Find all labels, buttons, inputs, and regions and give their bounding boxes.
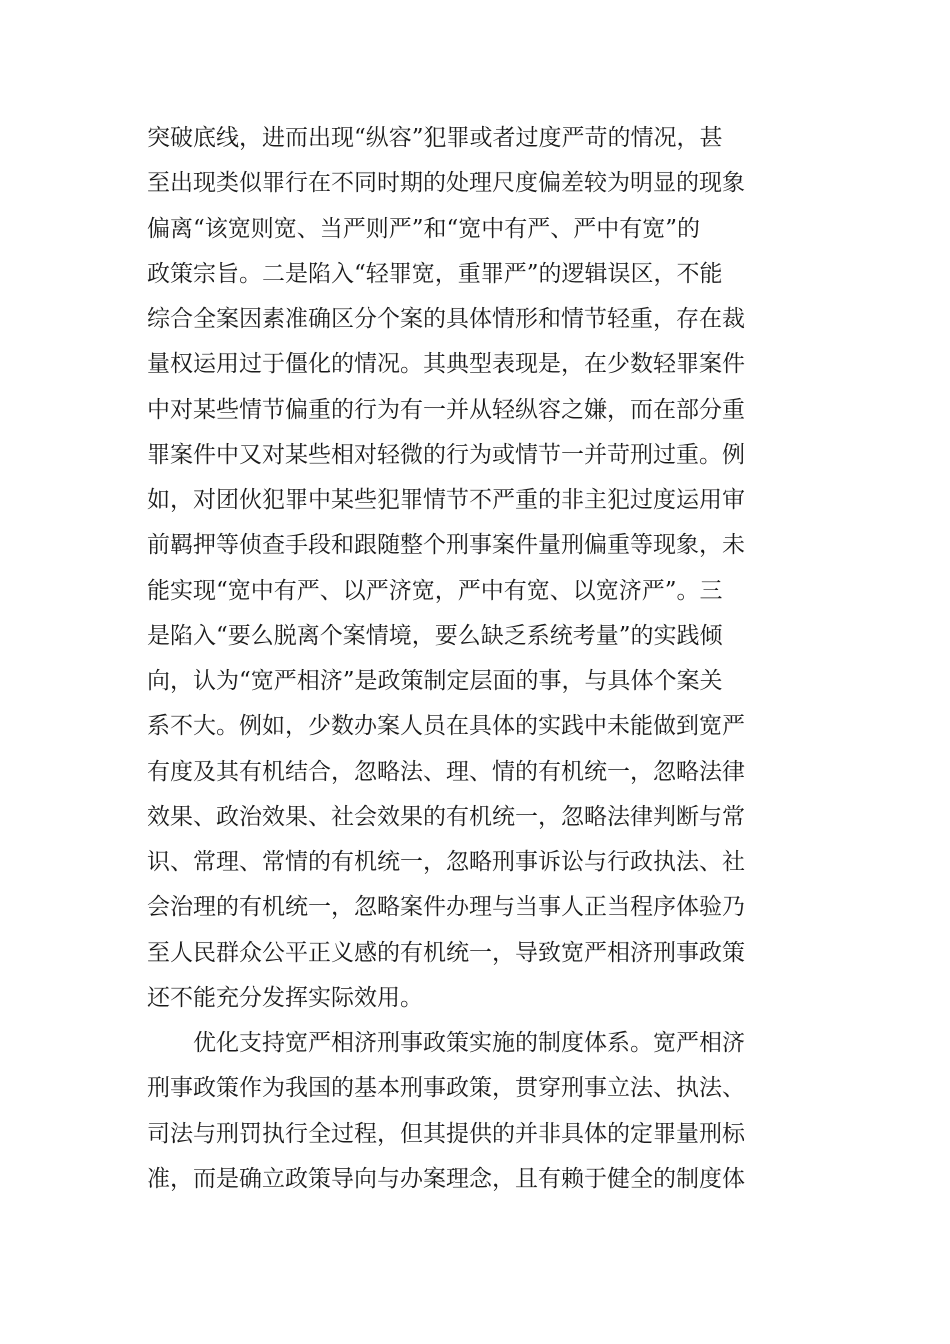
text-line: 至出现类似罪行在不同时期的处理尺度偏差较为明显的现象 bbox=[147, 170, 745, 197]
text-line: 会治理的有机统一，忽略案件办理与当事人正当程序体验乃 bbox=[147, 894, 745, 921]
text-line: 是陷入“要么脱离个案情境，要么缺乏系统考量”的实践倾 bbox=[147, 622, 723, 649]
text-line: 偏离“该宽则宽、当严则严”和“宽中有严、严中有宽”的 bbox=[147, 215, 701, 242]
text-line: 识、常理、常情的有机统一，忽略刑事诉讼与行政执法、社 bbox=[147, 849, 745, 875]
text-line: 突破底线，进而出现“纵容”犯罪或者过度严苛的情况，甚 bbox=[147, 125, 723, 151]
text-line: 向，认为“宽严相济”是政策制定层面的事，与具体个案关 bbox=[147, 668, 723, 694]
text-line: 有度及其有机结合，忽略法、理、情的有机统一，忽略法律 bbox=[147, 758, 745, 785]
body-text bbox=[147, 116, 817, 1202]
text-line: 政策宗旨。二是陷入“轻罪宽，重罪严”的逻辑误区，不能 bbox=[147, 260, 723, 287]
text-line: 如，对团伙犯罪中某些犯罪情节不严重的非主犯过度运用审 bbox=[147, 487, 745, 513]
text-line: 准，而是确立政策导向与办案理念，且有赖于健全的制度体 bbox=[147, 1165, 745, 1192]
text-line: 至人民群众公平正义感的有机统一，导致宽严相济刑事政策 bbox=[147, 939, 745, 966]
text-line: 司法与刑罚执行全过程，但其提供的并非具体的定罪量刑标 bbox=[147, 1120, 745, 1147]
text-line: 系不大。例如，少数办案人员在具体的实践中未能做到宽严 bbox=[147, 713, 745, 740]
text-line: 还不能充分发挥实际效用。 bbox=[147, 984, 423, 1011]
text-line: 效果、政治效果、社会效果的有机统一，忽略法律判断与常 bbox=[147, 803, 745, 830]
text-line: 中对某些情节偏重的行为有一并从轻纵容之嫌，而在部分重 bbox=[147, 396, 745, 423]
text-line: 量权运用过于僵化的情况。其典型表现是，在少数轻罪案件 bbox=[147, 351, 745, 378]
text-line: 综合全案因素准确区分个案的具体情形和情节轻重，存在裁 bbox=[147, 306, 745, 332]
text-line: 罪案件中又对某些相对轻微的行为或情节一并苛刑过重。例 bbox=[147, 441, 745, 468]
text-line: 能实现“宽中有严、以严济宽，严中有宽、以宽济严”。三 bbox=[147, 577, 723, 604]
text-line: 刑事政策作为我国的基本刑事政策，贯穿刑事立法、执法、 bbox=[147, 1075, 745, 1102]
paragraph-first-line: 优化支持宽严相济刑事政策实施的制度体系。宽严相济 bbox=[193, 1030, 745, 1056]
text-line: 前羁押等侦查手段和跟随整个刑事案件量刑偏重等现象，未 bbox=[147, 532, 745, 559]
